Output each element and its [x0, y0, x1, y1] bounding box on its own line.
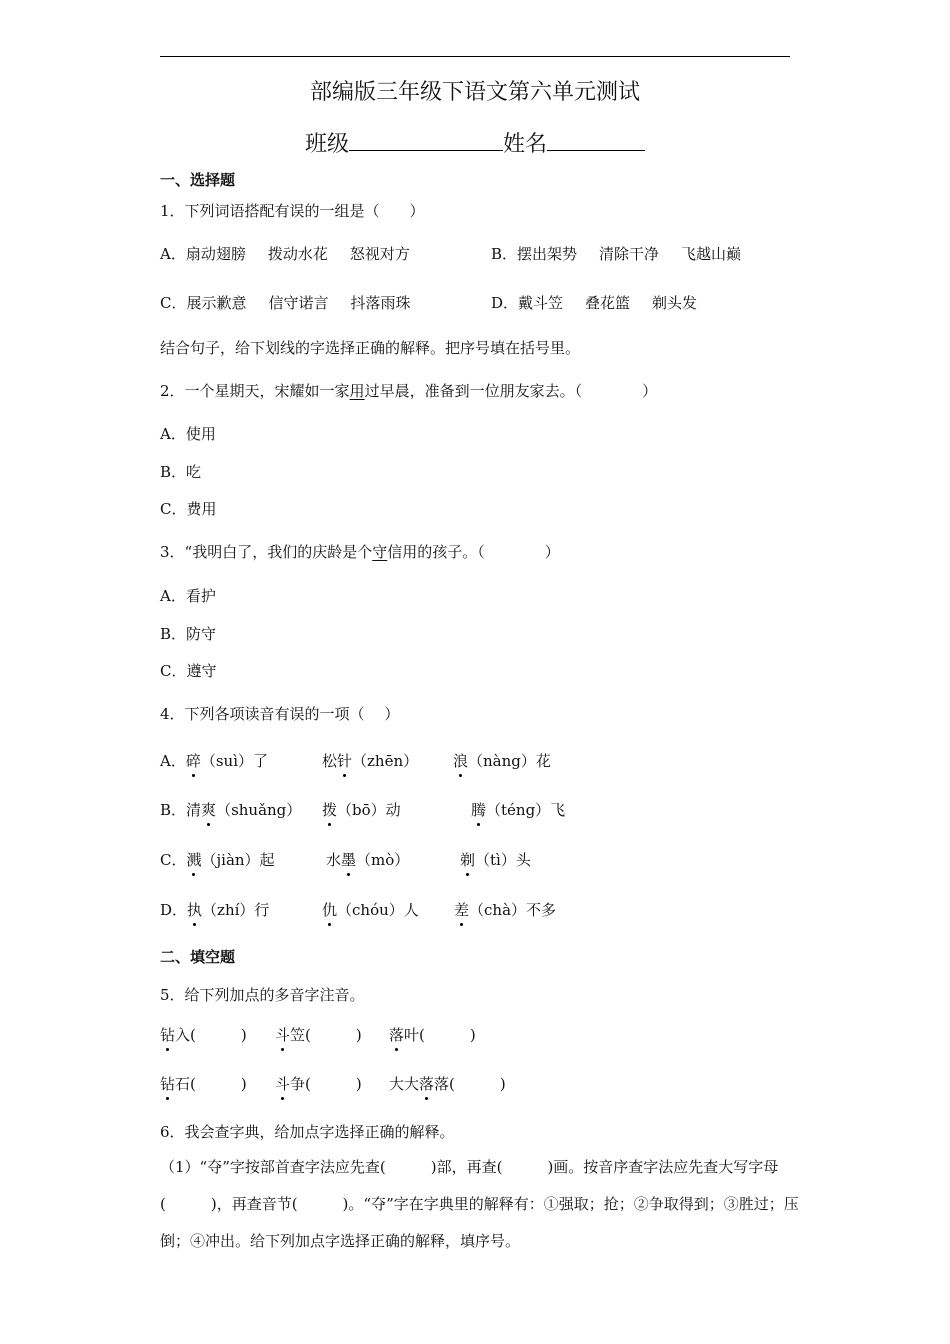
- q4a-item3: 浪（nàng）花: [453, 752, 551, 770]
- q1-option-d[interactable]: D．戴斗笠 叠花篮 剃头发: [491, 294, 698, 312]
- q4-option-b[interactable]: B．清爽（shuǎng）: [160, 801, 302, 819]
- dotted-char: 差: [454, 901, 470, 919]
- q4b-item3: 腾（téng）飞: [471, 801, 566, 819]
- dotted-char: 执: [187, 901, 203, 919]
- dotted-char: 溅: [186, 851, 202, 869]
- dotted-char: 墨: [341, 851, 357, 869]
- underlined-char: 守: [372, 543, 388, 561]
- top-rule: [160, 56, 790, 57]
- q3-option-c[interactable]: C．遵守: [160, 662, 217, 680]
- q5-row2-item1[interactable]: 钻石( ): [160, 1075, 247, 1093]
- dotted-char: 针: [337, 752, 353, 770]
- q4c-item3: 剃（tì）头: [460, 851, 531, 869]
- section-2-title: 二、填空题: [160, 948, 236, 966]
- q2-option-b[interactable]: B．吃: [160, 463, 202, 481]
- q5-row2-item2[interactable]: 斗争( ): [275, 1075, 362, 1093]
- q4-stem: 4．下列各项读音有误的一项（ ）: [160, 705, 400, 723]
- dotted-char: 腾: [471, 801, 487, 819]
- q2-option-a[interactable]: A．使用: [160, 425, 216, 443]
- q3-option-b[interactable]: B．防守: [160, 625, 217, 643]
- q1-option-b[interactable]: B．摆出架势 清除干净 飞越山巅: [491, 245, 742, 263]
- name-blank[interactable]: [547, 128, 645, 151]
- q5-row1-item2[interactable]: 斗笠( ): [275, 1026, 362, 1044]
- q4d-item2: 仇（chóu）人: [322, 901, 419, 919]
- dotted-char: 斗: [275, 1075, 291, 1093]
- q4c-item2: 水墨（mò）: [326, 851, 410, 869]
- q4-option-a[interactable]: A．碎（suì）了: [160, 752, 269, 770]
- q5-row1-item1[interactable]: 钻入( ): [160, 1026, 247, 1044]
- q4a-item2: 松针（zhēn）: [322, 752, 419, 770]
- q1-option-c[interactable]: C．展示歉意 信守诺言 抖落雨珠: [160, 294, 411, 312]
- q3-option-a[interactable]: A．看护: [160, 587, 216, 605]
- q4-option-c[interactable]: C．溅（jiàn）起: [160, 851, 275, 869]
- q6-paragraph-1: （1）“夺”字按部首查字法应先查( )部，再查( )画。按音序查字法应先查大写字母( )，再查音节( )。“夺”字在字典里的解释有：①强取；抢；②争取得到；③胜过；压倒；④冲出。给下列加点字选择正确的解释，填序号。: [160, 1158, 799, 1250]
- q1-stem: 1．下列词语搭配有误的一组是（ ）: [160, 202, 425, 220]
- q4-option-d[interactable]: D．执（zhí）行: [160, 901, 270, 919]
- dotted-char: 拨: [322, 801, 338, 819]
- q6-stem: 6．我会查字典，给加点字选择正确的解释。: [160, 1123, 455, 1141]
- underlined-char: 用: [349, 382, 365, 400]
- q1-option-a[interactable]: A．扇动翅膀 拨动水花 怒视对方: [160, 245, 410, 263]
- section-1-title: 一、选择题: [160, 171, 236, 189]
- dotted-char: 爽: [201, 801, 217, 819]
- q5-row1-item3[interactable]: 落叶( ): [389, 1026, 476, 1044]
- dotted-char: 浪: [453, 752, 469, 770]
- name-label: 姓名: [503, 132, 548, 157]
- q2-option-c[interactable]: C．费用: [160, 500, 217, 518]
- q4d-item3: 差（chà）不多: [454, 901, 557, 919]
- dotted-char: 碎: [185, 752, 201, 770]
- q4b-item2: 拨（bō）动: [322, 801, 401, 819]
- q2-stem: 2．一个星期天，宋耀如一家用过早晨，准备到一位朋友家去。（ ）: [160, 382, 658, 400]
- dotted-char: 钻: [160, 1075, 176, 1093]
- q5-row2-item3[interactable]: 大大落落( ): [389, 1075, 506, 1093]
- dotted-char: 仇: [322, 901, 338, 919]
- dotted-char: 落: [419, 1075, 435, 1093]
- class-blank[interactable]: [349, 128, 503, 151]
- q3-stem: 3．“我明白了，我们的庆龄是个守信用的孩子。（ ）: [160, 543, 560, 561]
- dotted-char: 钻: [160, 1026, 176, 1044]
- instruction-text: 结合句子，给下划线的字选择正确的解释。把序号填在括号里。: [160, 339, 581, 357]
- dotted-char: 剃: [460, 851, 476, 869]
- class-name-line: [0, 127, 950, 158]
- dotted-char: 落: [389, 1026, 405, 1044]
- class-label: 班级: [304, 132, 349, 157]
- dotted-char: 斗: [275, 1026, 291, 1044]
- q5-stem: 5．给下列加点的多音字注音。: [160, 986, 365, 1004]
- page-title: 部编版三年级下语文第六单元测试: [309, 80, 640, 105]
